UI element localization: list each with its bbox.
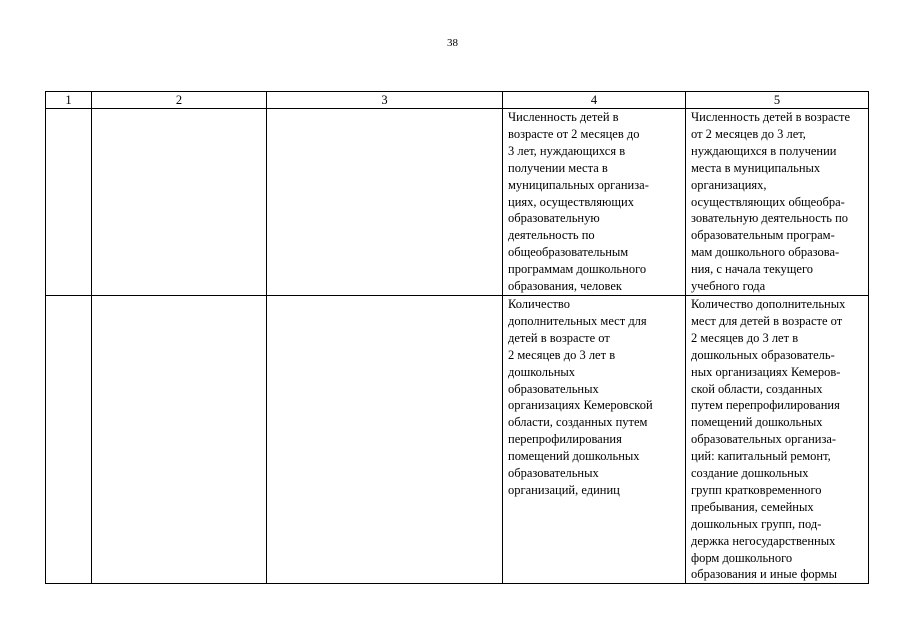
- table-cell: [46, 109, 92, 296]
- table-cell: [92, 109, 267, 296]
- page-number: 38: [447, 37, 458, 49]
- table-cell: [267, 109, 503, 296]
- table-cell: [686, 295, 869, 583]
- indicator-name-text: Количество дополнительных мест для детей в возрасте от 2 месяцев до 3 лет в дошкольных образовательных организациях Кемеровской области, созданных путем перепрофилирования помещений дошкольных образовательных организаций, единиц: [508, 296, 653, 497]
- column-header-2: 2: [92, 92, 267, 109]
- table-cell: [46, 295, 92, 583]
- table-row: [46, 295, 869, 583]
- column-header-3: 3: [267, 92, 503, 109]
- column-header-4: 4: [503, 92, 686, 109]
- table-cell: [503, 295, 686, 583]
- table-row: [46, 109, 869, 296]
- indicator-description-text: Численность детей в возрасте от 2 месяцев до 3 лет, нуждающихся в получении места в муниципальных организациях, осуществляющих общеобра- зовательную деятельность по образовательным програм- мам дошкольного образова- ния, с начала текущего учебного года: [691, 110, 851, 294]
- indicator-name-text: Численность детей в возрасте от 2 месяцев до 3 лет, нуждающихся в получении места в муниципальных организа- циях, осуществляющих образовательную деятельность по общеобразовательным программам дошкольного образования, человек: [508, 110, 649, 294]
- table-cell: [92, 295, 267, 583]
- table-cell: [267, 295, 503, 583]
- column-header-5: 5: [686, 92, 869, 109]
- document-table: [45, 91, 869, 584]
- table-header-row: [46, 92, 869, 109]
- indicator-description-text: Количество дополнительных мест для детей в возрасте от 2 месяцев до 3 лет в дошкольных образователь- ных организациях Кемеров- ской области, созданных путем перепрофилирования помещений дошкольных образовательных организа- ций: капитальный ремонт, создание дошкольных групп кратковременного пребывания, семейных дошкольных групп, под- держка негосударственных форм дошкольного образования и иные формы: [691, 296, 846, 582]
- table-cell: [686, 109, 869, 296]
- table-cell: [503, 109, 686, 296]
- column-header-1: 1: [46, 92, 92, 109]
